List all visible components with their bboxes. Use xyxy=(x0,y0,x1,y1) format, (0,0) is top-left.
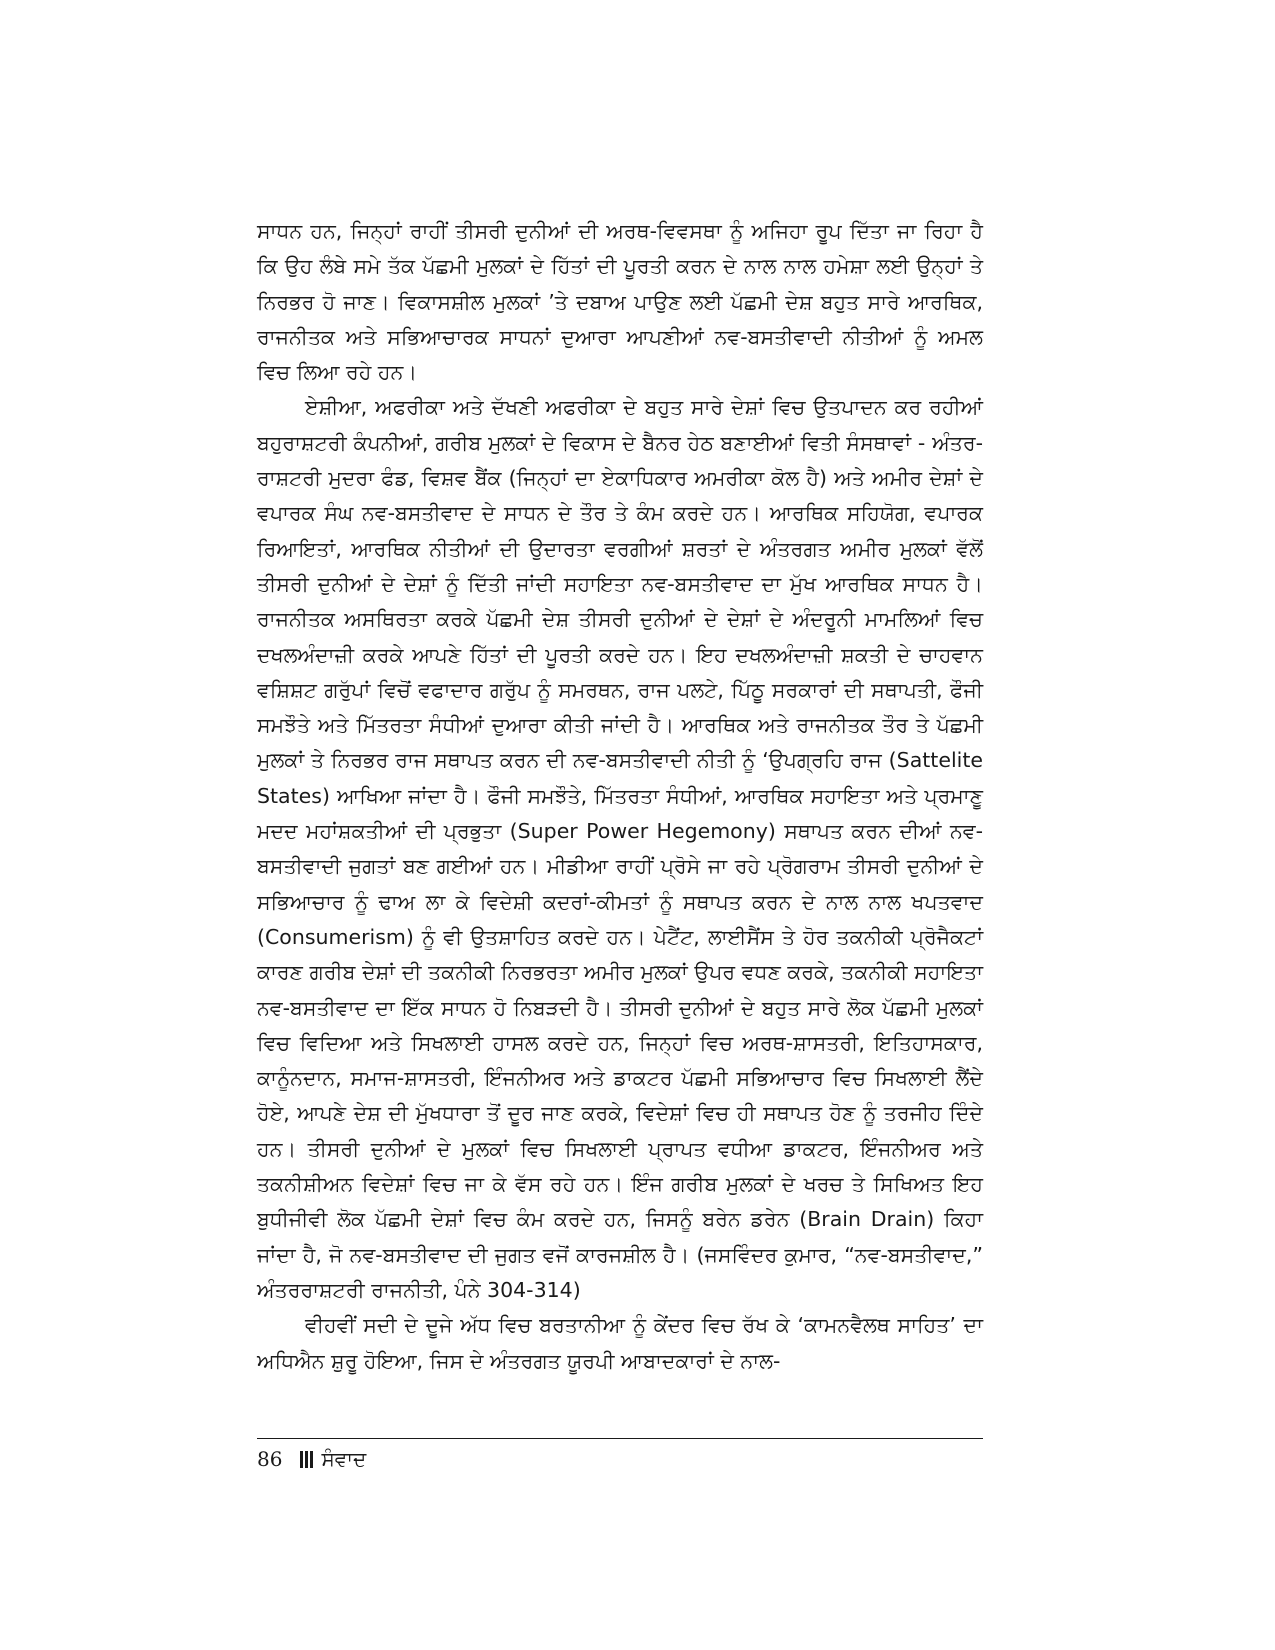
paragraph-continuation: ਸਾਧਨ ਹਨ, ਜਿਨ੍ਹਾਂ ਰਾਹੀਂ ਤੀਸਰੀ ਦੁਨੀਆਂ ਦੀ ਅਰਥ-ਵਿਵਸਥਾ ਨੂੰ ਅਜਿਹਾ ਰੂਪ ਦਿੱਤਾ ਜਾ ਰਿਹਾ ਹੈ ਕਿ ਉਹ ਲੰਬੇ ਸਮੇ ਤੱਕ ਪੱਛਮੀ ਮੁਲਕਾਂ ਦੇ ਹਿੱਤਾਂ ਦੀ ਪੂਰਤੀ ਕਰਨ ਦੇ ਨਾਲ ਨਾਲ ਹਮੇਸ਼ਾ ਲਈ ਉਨ੍ਹਾਂ ਤੇ ਨਿਰਭਰ ਹੋ ਜਾਣ। ਵਿਕਾਸਸ਼ੀਲ ਮੁਲਕਾਂ ’ਤੇ ਦਬਾਅ ਪਾਉਣ ਲਈ ਪੱਛਮੀ ਦੇਸ਼ ਬਹੁਤ ਸਾਰੇ ਆਰਥਿਕ, ਰਾਜਨੀਤਕ ਅਤੇ ਸਭਿਆਚਾਰਕ ਸਾਧਨਾਂ ਦੁਆਰਾ ਆਪਣੀਆਂ ਨਵ-ਬਸਤੀਵਾਦੀ ਨੀਤੀਆਂ ਨੂੰ ਅਮਲ ਵਿਚ ਲਿਆ ਰਹੇ ਹਨ। xyxy=(257,219,983,385)
page-body xyxy=(257,214,983,1379)
paragraph-neocolonial-means: ਏਸ਼ੀਆ, ਅਫਰੀਕਾ ਅਤੇ ਦੱਖਣੀ ਅਫਰੀਕਾ ਦੇ ਬਹੁਤ ਸਾਰੇ ਦੇਸ਼ਾਂ ਵਿਚ ਉਤਪਾਦਨ ਕਰ ਰਹੀਆਂ ਬਹੁਰਾਸ਼ਟਰੀ ਕੰਪਨੀਆਂ, ਗਰੀਬ ਮੁਲਕਾਂ ਦੇ ਵਿਕਾਸ ਦੇ ਬੈਨਰ ਹੇਠ ਬਣਾਈਆਂ ਵਿਤੀ ਸੰਸਥਾਵਾਂ - ਅੰਤਰ-ਰਾਸ਼ਟਰੀ ਮੁਦਰਾ ਫੰਡ, ਵਿਸ਼ਵ ਬੈਂਕ (ਜਿਨ੍ਹਾਂ ਦਾ ਏਕਾਧਿਕਾਰ ਅਮਰੀਕਾ ਕੋਲ ਹੈ) ਅਤੇ ਅਮੀਰ ਦੇਸ਼ਾਂ ਦੇ ਵਪਾਰਕ ਸੰਘ ਨਵ-ਬਸਤੀਵਾਦ ਦੇ ਸਾਧਨ ਦੇ ਤੌਰ ਤੇ ਕੰਮ ਕਰਦੇ ਹਨ। ਆਰਥਿਕ ਸਹਿਯੋਗ, ਵਪਾਰਕ ਰਿਆਇਤਾਂ, ਆਰਥਿਕ ਨੀਤੀਆਂ ਦੀ ਉਦਾਰਤਾ ਵਰਗੀਆਂ ਸ਼ਰਤਾਂ ਦੇ ਅੰਤਰਗਤ ਅਮੀਰ ਮੁਲਕਾਂ ਵੱਲੋਂ ਤੀਸਰੀ ਦੁਨੀਆਂ ਦੇ ਦੇਸ਼ਾਂ ਨੂੰ ਦਿੱਤੀ ਜਾਂਦੀ ਸਹਾਇਤਾ ਨਵ-ਬਸਤੀਵਾਦ ਦਾ ਮੁੱਖ ਆਰਥਿਕ ਸਾਧਨ ਹੈ। ਰਾਜਨੀਤਕ ਅਸਥਿਰਤਾ ਕਰਕੇ ਪੱਛਮੀ ਦੇਸ਼ ਤੀਸਰੀ ਦੁਨੀਆਂ ਦੇ ਦੇਸ਼ਾਂ ਦੇ ਅੰਦਰੂਨੀ ਮਾਮਲਿਆਂ ਵਿਚ ਦਖਲਅੰਦਾਜ਼ੀ ਕਰਕੇ ਆਪਣੇ ਹਿੱਤਾਂ ਦੀ ਪੂਰਤੀ ਕਰਦੇ ਹਨ। ਇਹ ਦਖਲਅੰਦਾਜ਼ੀ ਸ਼ਕਤੀ ਦੇ ਚਾਹਵਾਨ ਵਸ਼ਿਸ਼ਟ ਗਰੁੱਪਾਂ ਵਿਚੋਂ ਵਫਾਦਾਰ ਗਰੁੱਪ ਨੂੰ ਸਮਰਥਨ, ਰਾਜ ਪਲਟੇ, ਪਿੱਠੂ ਸਰਕਾਰਾਂ ਦੀ ਸਥਾਪਤੀ, ਫੌਜੀ ਸਮਝੌਤੇ ਅਤੇ ਮਿੱਤਰਤਾ ਸੰਧੀਆਂ ਦੁਆਰਾ ਕੀਤੀ ਜਾਂਦੀ ਹੈ। ਆਰਥਿਕ ਅਤੇ ਰਾਜਨੀਤਕ ਤੌਰ ਤੇ ਪੱਛਮੀ ਮੁਲਕਾਂ ਤੇ ਨਿਰਭਰ ਰਾਜ ਸਥਾਪਤ ਕਰਨ ਦੀ ਨਵ-ਬਸਤੀਵਾਦੀ ਨੀਤੀ ਨੂੰ ‘ਉਪਗ੍ਰਹਿ ਰਾਜ (Sattelite States) ਆਖਿਆ ਜਾਂਦਾ ਹੈ। ਫੌਜੀ ਸਮਝੌਤੇ, ਮਿੱਤਰਤਾ ਸੰਧੀਆਂ, ਆਰਥਿਕ ਸਹਾਇਤਾ ਅਤੇ ਪ੍ਰਮਾਣੂ ਮਦਦ ਮਹਾਂਸ਼ਕਤੀਆਂ ਦੀ ਪ੍ਰਭੁਤਾ (Super Power Hegemony) ਸਥਾਪਤ ਕਰਨ ਦੀਆਂ ਨਵ-ਬਸਤੀਵਾਦੀ ਜੁਗਤਾਂ ਬਣ ਗਈਆਂ ਹਨ। ਮੀਡੀਆ ਰਾਹੀਂ ਪ੍ਰੋਸੇ ਜਾ ਰਹੇ ਪ੍ਰੋਗਰਾਮ ਤੀਸਰੀ ਦੁਨੀਆਂ ਦੇ ਸਭਿਆਚਾਰ ਨੂੰ ਢਾਅ ਲਾ ਕੇ ਵਿਦੇਸ਼ੀ ਕਦਰਾਂ-ਕੀਮਤਾਂ ਨੂੰ ਸਥਾਪਤ ਕਰਨ ਦੇ ਨਾਲ ਨਾਲ ਖਪਤਵਾਦ (Consumerism) ਨੂੰ ਵੀ ਉਤਸ਼ਾਹਿਤ ਕਰਦੇ ਹਨ। ਪੇਟੈਂਟ, ਲਾਈਸੈਂਸ ਤੇ ਹੋਰ ਤਕਨੀਕੀ ਪ੍ਰੋਜੈਕਟਾਂ ਕਾਰਣ ਗਰੀਬ ਦੇਸ਼ਾਂ ਦੀ ਤਕਨੀਕੀ ਨਿਰਭਰਤਾ ਅਮੀਰ ਮੁਲਕਾਂ ਉਪਰ ਵਧਣ ਕਰਕੇ, ਤਕਨੀਕੀ ਸਹਾਇਤਾ ਨਵ-ਬਸਤੀਵਾਦ ਦਾ ਇੱਕ ਸਾਧਨ ਹੋ ਨਿਬੜਦੀ ਹੈ। ਤੀਸਰੀ ਦੁਨੀਆਂ ਦੇ ਬਹੁਤ ਸਾਰੇ ਲੋਕ ਪੱਛਮੀ ਮੁਲਕਾਂ ਵਿਚ ਵਿਦਿਆ ਅਤੇ ਸਿਖਲਾਈ ਹਾਸਲ ਕਰਦੇ ਹਨ, ਜਿਨ੍ਹਾਂ ਵਿਚ ਅਰਥ-ਸ਼ਾਸਤਰੀ, ਇਤਿਹਾਸਕਾਰ, ਕਾਨੂੰਨਦਾਨ, ਸਮਾਜ-ਸ਼ਾਸਤਰੀ, ਇੰਜਨੀਅਰ ਅਤੇ ਡਾਕਟਰ ਪੱਛਮੀ ਸਭਿਆਚਾਰ ਵਿਚ ਸਿਖਲਾਈ ਲੈਂਦੇ ਹੋਏ, ਆਪਣੇ ਦੇਸ਼ ਦੀ ਮੁੱਖਧਾਰਾ ਤੋਂ ਦੂਰ ਜਾਣ ਕਰਕੇ, ਵਿਦੇਸ਼ਾਂ ਵਿਚ ਹੀ ਸਥਾਪਤ ਹੋਣ ਨੂੰ ਤਰਜੀਹ ਦਿੰਦੇ ਹਨ। ਤੀਸਰੀ ਦੁਨੀਆਂ ਦੇ ਮੁਲਕਾਂ ਵਿਚ ਸਿਖਲਾਈ ਪ੍ਰਾਪਤ ਵਧੀਆ ਡਾਕਟਰ, ਇੰਜਨੀਅਰ ਅਤੇ ਤਕਨੀਸ਼ੀਅਨ ਵਿਦੇਸ਼ਾਂ ਵਿਚ ਜਾ ਕੇ ਵੱਸ ਰਹੇ ਹਨ। ਇੰਜ ਗਰੀਬ ਮੁਲਕਾਂ ਦੇ ਖਰਚ ਤੇ ਸਿਖਿਅਤ ਇਹ ਬੁਧੀਜੀਵੀ ਲੋਕ ਪੱਛਮੀ ਦੇਸ਼ਾਂ ਵਿਚ ਕੰਮ ਕਰਦੇ ਹਨ, ਜਿਸਨੂੰ ਬਰੇਨ ਡਰੇਨ (Brain Drain) ਕਿਹਾ ਜਾਂਦਾ ਹੈ, ਜੋ ਨਵ-ਬਸਤੀਵਾਦ ਦੀ ਜੁਗਤ ਵਜੋਂ ਕਾਰਜਸ਼ੀਲ ਹੈ। (ਜਸਵਿੰਦਰ ਕੁਮਾਰ, “ਨਵ-ਬਸਤੀਵਾਦ,” ਅੰਤਰਰਾਸ਼ਟਰੀ ਰਾਜਨੀਤੀ, ਪੰਨੇ 304-314) xyxy=(257,395,983,1302)
triple-bar-icon xyxy=(300,1451,313,1468)
page-footer xyxy=(257,1438,983,1471)
journal-name: ਸੰਵਾਦ xyxy=(321,1447,367,1471)
page-number: 86 xyxy=(257,1447,283,1471)
paragraph-commonwealth-literature: ਵੀਹਵੀਂ ਸਦੀ ਦੇ ਦੂਜੇ ਅੱਧ ਵਿਚ ਬਰਤਾਨੀਆ ਨੂੰ ਕੇਂਦਰ ਵਿਚ ਰੱਖ ਕੇ ‘ਕਾਮਨਵੈਲਥ ਸਾਹਿਤ’ ਦਾ ਅਧਿਐਨ ਸ਼ੁਰੂ ਹੋਇਆ, ਜਿਸ ਦੇ ਅੰਤਰਗਤ ਯੂਰਪੀ ਆਬਾਦਕਾਰਾਂ ਦੇ ਨਾਲ- xyxy=(257,1313,983,1373)
